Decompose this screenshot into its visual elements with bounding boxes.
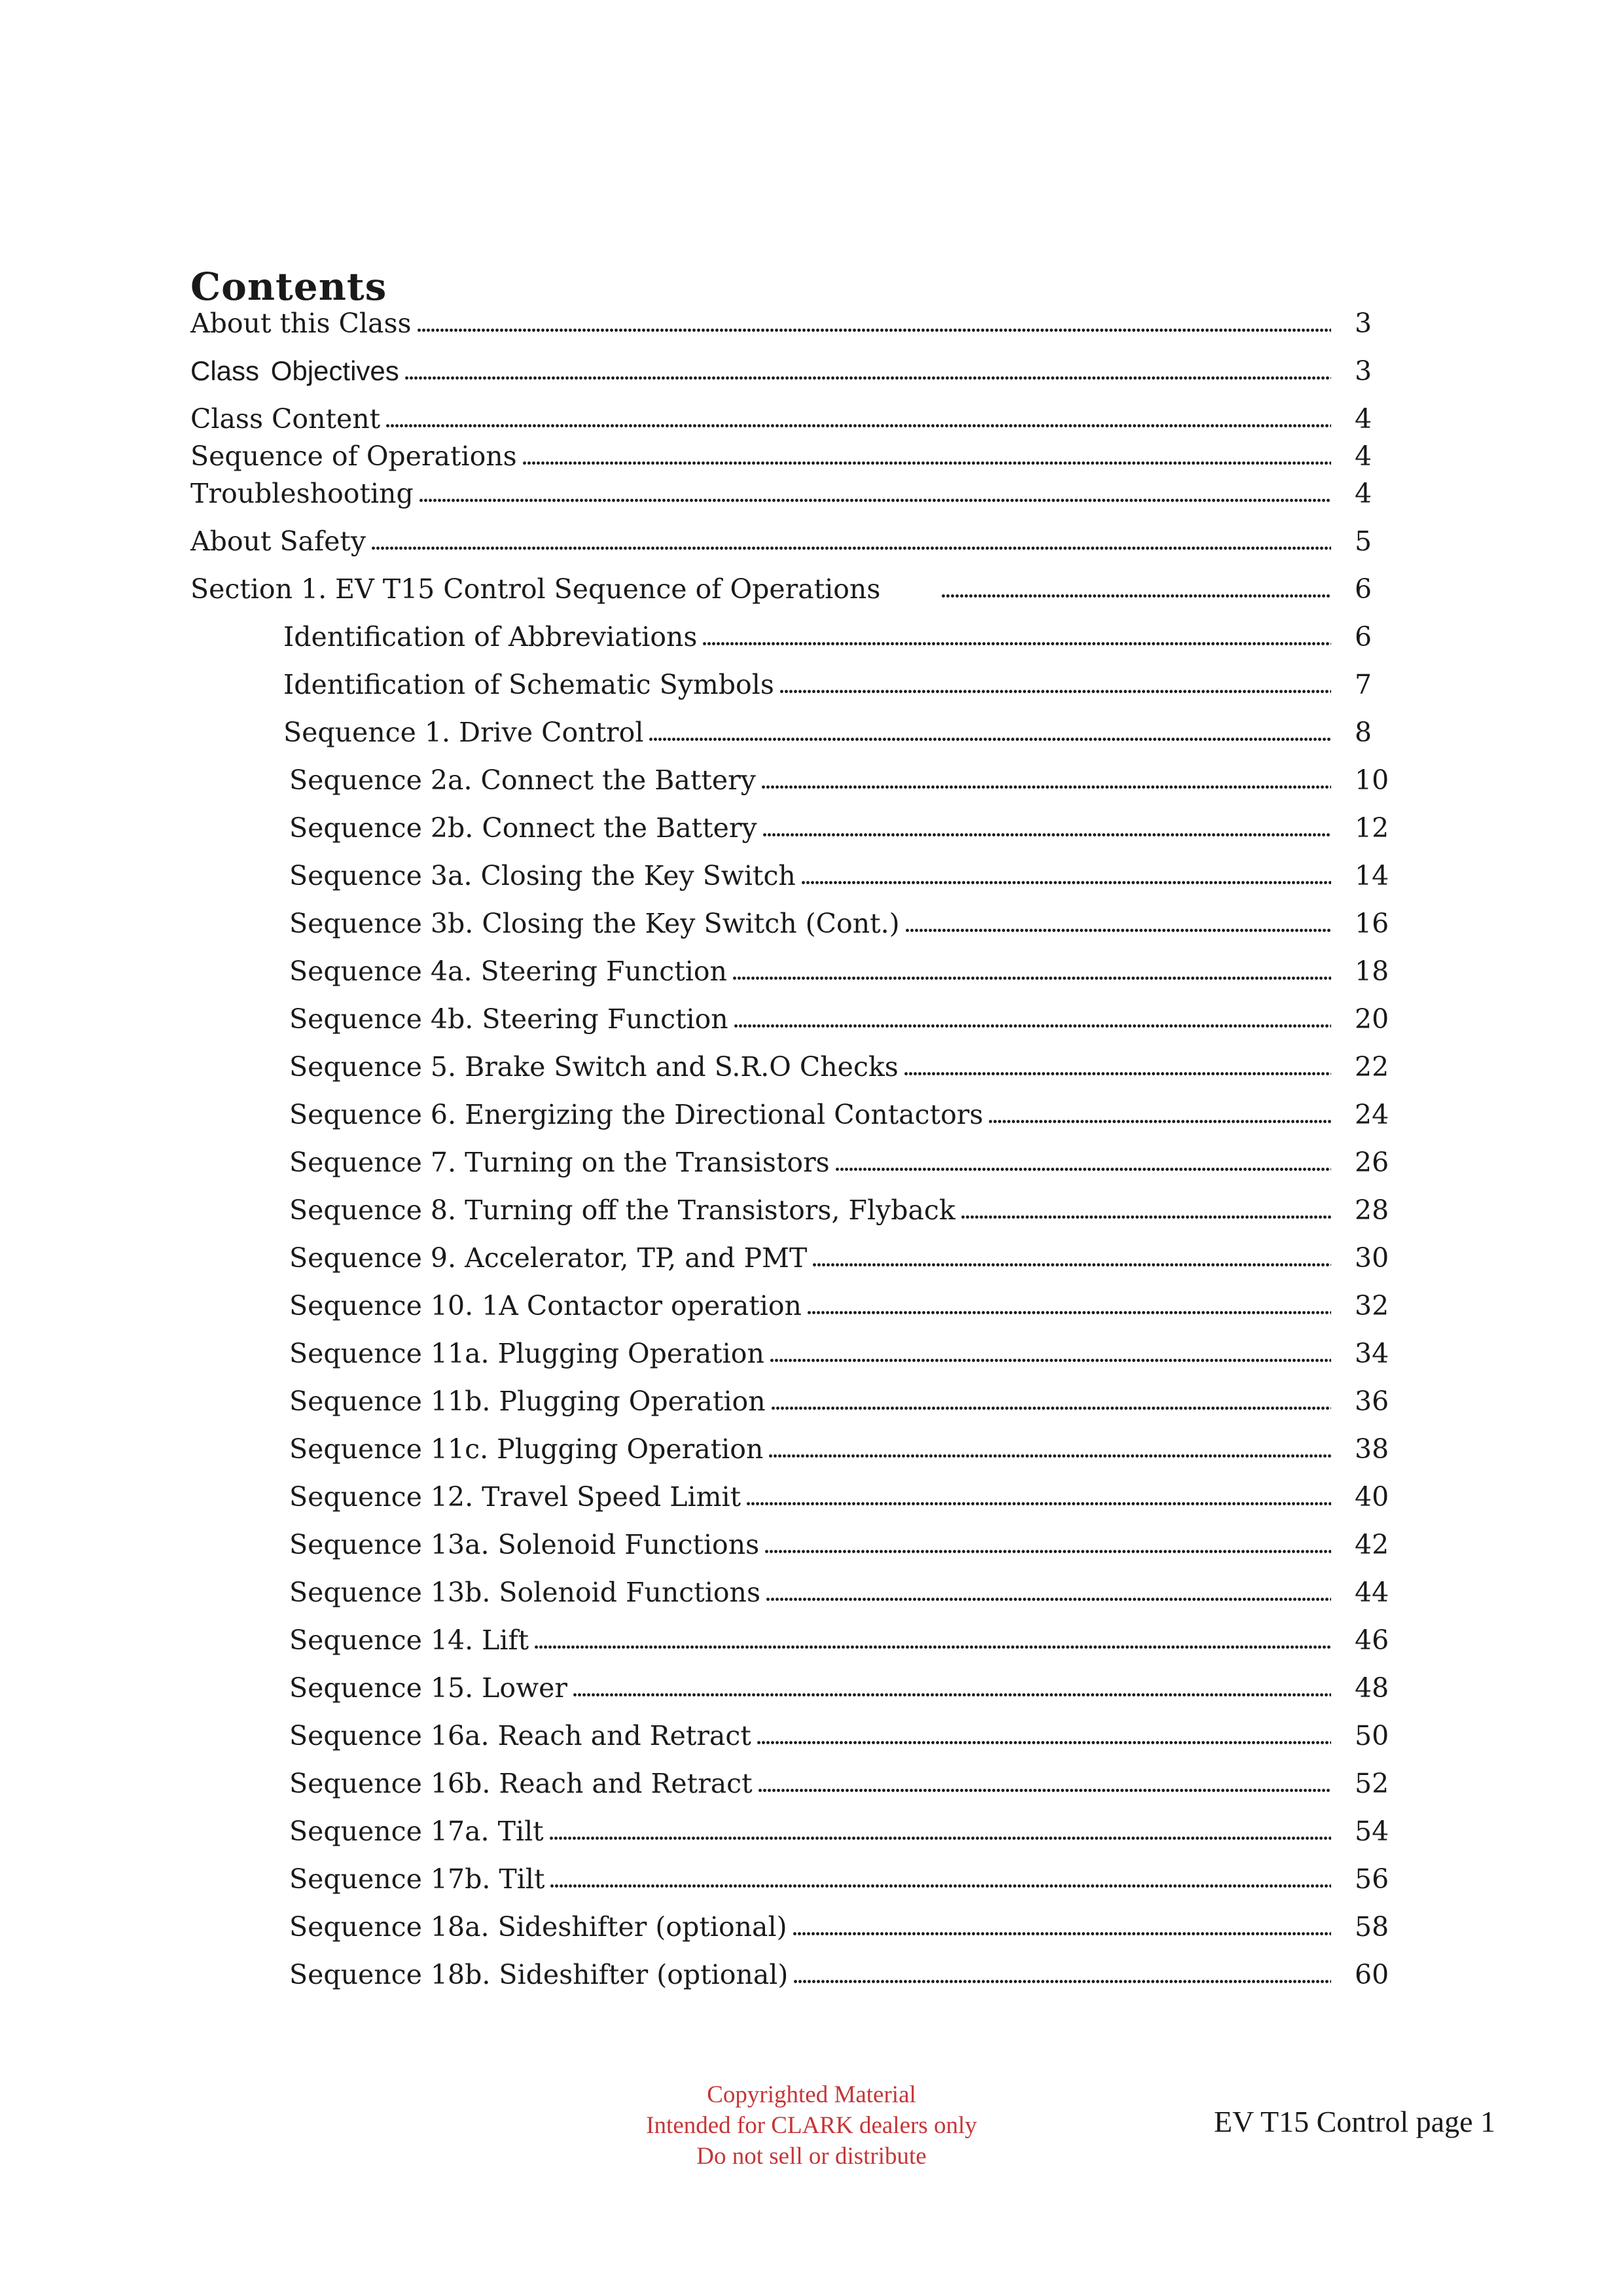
dot-leader xyxy=(371,541,1331,550)
dot-leader xyxy=(771,1401,1331,1410)
toc-row xyxy=(190,1750,1421,1798)
dot-leader xyxy=(573,1688,1331,1697)
toc-entry-title: Sequence 2b. Connect the Battery xyxy=(289,812,757,844)
toc-page-number: 48 xyxy=(1355,1672,1389,1704)
toc-page-number: 32 xyxy=(1355,1289,1389,1321)
footer-page-label: EV T15 Control page 1 xyxy=(1213,2105,1495,2138)
toc-row xyxy=(190,290,1421,338)
toc-row xyxy=(190,1368,1421,1416)
toc-row xyxy=(190,471,1421,508)
toc-row xyxy=(190,1081,1421,1129)
toc-row xyxy=(190,556,1421,603)
toc-entry-title: Sequence 13b. Solenoid Functions xyxy=(289,1576,760,1608)
toc-page-number: 60 xyxy=(1355,1958,1389,1990)
toc-page-number: 46 xyxy=(1355,1624,1389,1656)
dot-leader xyxy=(793,1975,1331,1984)
dot-leader xyxy=(904,1067,1331,1076)
toc-entry-title: Identification of Abbreviations xyxy=(283,620,698,653)
toc-row xyxy=(190,795,1421,842)
toc-page-number: 7 xyxy=(1355,668,1372,700)
toc-page-number: 42 xyxy=(1355,1528,1389,1560)
dot-leader xyxy=(770,1354,1331,1363)
dot-leader xyxy=(417,323,1331,332)
toc-row xyxy=(190,1559,1421,1607)
toc-page-number: 20 xyxy=(1355,1003,1389,1035)
dot-leader xyxy=(746,1497,1331,1506)
toc-entry-title: Sequence of Operations xyxy=(190,440,517,472)
toc-page-number: 14 xyxy=(1355,859,1389,891)
copyright-line: Intended for CLARK dealers only xyxy=(646,2112,977,2139)
toc-entry-title: Sequence 10. 1A Contactor operation xyxy=(289,1289,802,1321)
dot-leader xyxy=(793,1927,1331,1936)
dot-leader xyxy=(732,971,1331,980)
toc-page-number: 8 xyxy=(1355,716,1372,748)
toc-entry-title: Class Objectives xyxy=(190,355,399,386)
dot-leader xyxy=(961,1210,1331,1219)
toc-page-number: 56 xyxy=(1355,1863,1389,1895)
toc-page-number: 12 xyxy=(1355,812,1389,844)
toc-entry-title: Sequence 1. Drive Control xyxy=(283,716,644,748)
toc-entry-title: Sequence 17b. Tilt xyxy=(289,1863,545,1895)
toc-row xyxy=(190,1798,1421,1846)
toc-page-number: 54 xyxy=(1355,1815,1389,1847)
dot-leader xyxy=(550,1879,1331,1888)
toc-row xyxy=(190,1941,1421,1989)
toc-row xyxy=(190,747,1421,795)
toc-entry-title: Sequence 7. Turning on the Transistors xyxy=(289,1146,830,1178)
toc-row xyxy=(190,890,1421,938)
toc-row xyxy=(190,651,1421,699)
toc-row xyxy=(190,699,1421,747)
toc-entry-title: Troubleshooting xyxy=(190,477,414,509)
toc-row xyxy=(190,508,1421,556)
dot-leader xyxy=(941,589,1331,598)
toc-page-number: 3 xyxy=(1355,355,1372,387)
toc-page-number: 58 xyxy=(1355,1910,1389,1943)
dot-leader xyxy=(988,1115,1331,1124)
toc-page-number: 22 xyxy=(1355,1050,1389,1083)
toc-entry-title: Sequence 2a. Connect the Battery xyxy=(289,764,756,796)
toc-page-number: 6 xyxy=(1355,620,1372,653)
dot-leader xyxy=(649,732,1331,742)
toc-entry-title: Sequence 11c. Plugging Operation xyxy=(289,1433,764,1465)
toc-row xyxy=(190,1702,1421,1750)
toc-page-number: 44 xyxy=(1355,1576,1389,1608)
dot-leader xyxy=(761,780,1331,789)
toc-page-number: 34 xyxy=(1355,1337,1389,1369)
toc-entry-title: Sequence 3a. Closing the Key Switch xyxy=(289,859,796,891)
toc-entry-title: Class Content xyxy=(190,403,381,435)
toc-row xyxy=(190,986,1421,1033)
dot-leader xyxy=(404,371,1331,380)
toc-entry-title: Sequence 15. Lower xyxy=(289,1672,568,1704)
toc-row xyxy=(190,1655,1421,1702)
toc-page-number: 4 xyxy=(1355,440,1372,472)
toc-row xyxy=(190,1033,1421,1081)
toc-page-number: 4 xyxy=(1355,403,1372,435)
toc-page-number: 16 xyxy=(1355,907,1389,939)
toc-page-number: 6 xyxy=(1355,573,1372,605)
toc-page-number: 36 xyxy=(1355,1385,1389,1417)
toc-page-number: 50 xyxy=(1355,1719,1389,1751)
dot-leader xyxy=(766,1592,1331,1602)
toc-page-number: 28 xyxy=(1355,1194,1389,1226)
dot-leader xyxy=(812,1258,1331,1267)
table-of-contents xyxy=(190,290,1421,1989)
dot-leader xyxy=(757,1736,1331,1745)
toc-page-number: 40 xyxy=(1355,1480,1389,1513)
dot-leader xyxy=(764,1545,1331,1554)
toc-row xyxy=(190,603,1421,651)
copyright-line: Do not sell or distribute xyxy=(696,2143,927,2170)
toc-entry-title: Sequence 16b. Reach and Retract xyxy=(289,1767,753,1799)
toc-entry-title: Sequence 14. Lift xyxy=(289,1624,529,1656)
dot-leader xyxy=(385,419,1331,428)
toc-entry-title: Sequence 3b. Closing the Key Switch (Cont.) xyxy=(289,907,900,939)
toc-entry-title: Sequence 6. Energizing the Directional Contactors xyxy=(289,1098,984,1130)
toc-row xyxy=(190,338,1421,386)
toc-page-number: 52 xyxy=(1355,1767,1389,1799)
toc-entry-title: Section 1. EV T15 Control Sequence of Operations xyxy=(190,573,881,605)
toc-page-number: 5 xyxy=(1355,525,1372,557)
toc-entry-title: Sequence 12. Travel Speed Limit xyxy=(289,1480,741,1513)
toc-entry-title: Sequence 11b. Plugging Operation xyxy=(289,1385,766,1417)
toc-row xyxy=(190,938,1421,986)
dot-leader xyxy=(522,456,1331,465)
toc-page-number: 38 xyxy=(1355,1433,1389,1465)
toc-entry-title: About Safety xyxy=(190,525,366,557)
toc-row xyxy=(190,386,1421,433)
toc-page-number: 3 xyxy=(1355,307,1372,339)
toc-row xyxy=(190,1129,1421,1177)
toc-row xyxy=(190,1893,1421,1941)
dot-leader xyxy=(807,1306,1331,1315)
toc-row xyxy=(190,1511,1421,1559)
toc-row xyxy=(190,1607,1421,1655)
dot-leader xyxy=(762,828,1331,837)
toc-row xyxy=(190,1320,1421,1368)
toc-entry-title: Sequence 4b. Steering Function xyxy=(289,1003,728,1035)
dot-leader xyxy=(768,1449,1331,1458)
toc-row xyxy=(190,1177,1421,1225)
dot-leader xyxy=(734,1019,1331,1028)
dot-leader xyxy=(702,637,1331,646)
dot-leader xyxy=(419,493,1331,503)
dot-leader xyxy=(779,685,1331,694)
toc-page-number: 30 xyxy=(1355,1242,1389,1274)
toc-entry-title: Sequence 5. Brake Switch and S.R.O Checks xyxy=(289,1050,899,1083)
toc-page-number: 26 xyxy=(1355,1146,1389,1178)
toc-page-number: 10 xyxy=(1355,764,1389,796)
toc-entry-title: Sequence 11a. Plugging Operation xyxy=(289,1337,764,1369)
dot-leader xyxy=(549,1831,1331,1840)
dot-leader xyxy=(835,1162,1331,1172)
toc-entry-title: Sequence 17a. Tilt xyxy=(289,1815,544,1847)
copyright-line: Copyrighted Material xyxy=(707,2081,916,2108)
toc-entry-title: Sequence 4a. Steering Function xyxy=(289,955,727,987)
toc-row xyxy=(190,1846,1421,1893)
toc-entry-title: Sequence 8. Turning off the Transistors, Flyback xyxy=(289,1194,955,1226)
dot-leader xyxy=(801,876,1331,885)
dot-leader xyxy=(534,1640,1331,1649)
toc-entry-title: Sequence 9. Accelerator, TP, and PMT xyxy=(289,1242,808,1274)
toc-page-number: 4 xyxy=(1355,477,1372,509)
toc-page-number: 18 xyxy=(1355,955,1389,987)
toc-entry-title: About this Class xyxy=(190,307,412,339)
toc-row xyxy=(190,433,1421,471)
toc-row xyxy=(190,842,1421,890)
dot-leader xyxy=(905,924,1331,933)
toc-entry-title: Identification of Schematic Symbols xyxy=(283,668,774,700)
toc-entry-title: Sequence 18a. Sideshifter (optional) xyxy=(289,1910,787,1943)
toc-row xyxy=(190,1225,1421,1272)
toc-entry-title: Sequence 13a. Solenoid Functions xyxy=(289,1528,760,1560)
page-title: Contents xyxy=(190,264,387,309)
toc-row xyxy=(190,1272,1421,1320)
toc-entry-title: Sequence 16a. Reach and Retract xyxy=(289,1719,751,1751)
toc-entry-title: Sequence 18b. Sideshifter (optional) xyxy=(289,1958,789,1990)
toc-row xyxy=(190,1463,1421,1511)
dot-leader xyxy=(758,1784,1331,1793)
toc-page-number: 24 xyxy=(1355,1098,1389,1130)
toc-row xyxy=(190,1416,1421,1463)
